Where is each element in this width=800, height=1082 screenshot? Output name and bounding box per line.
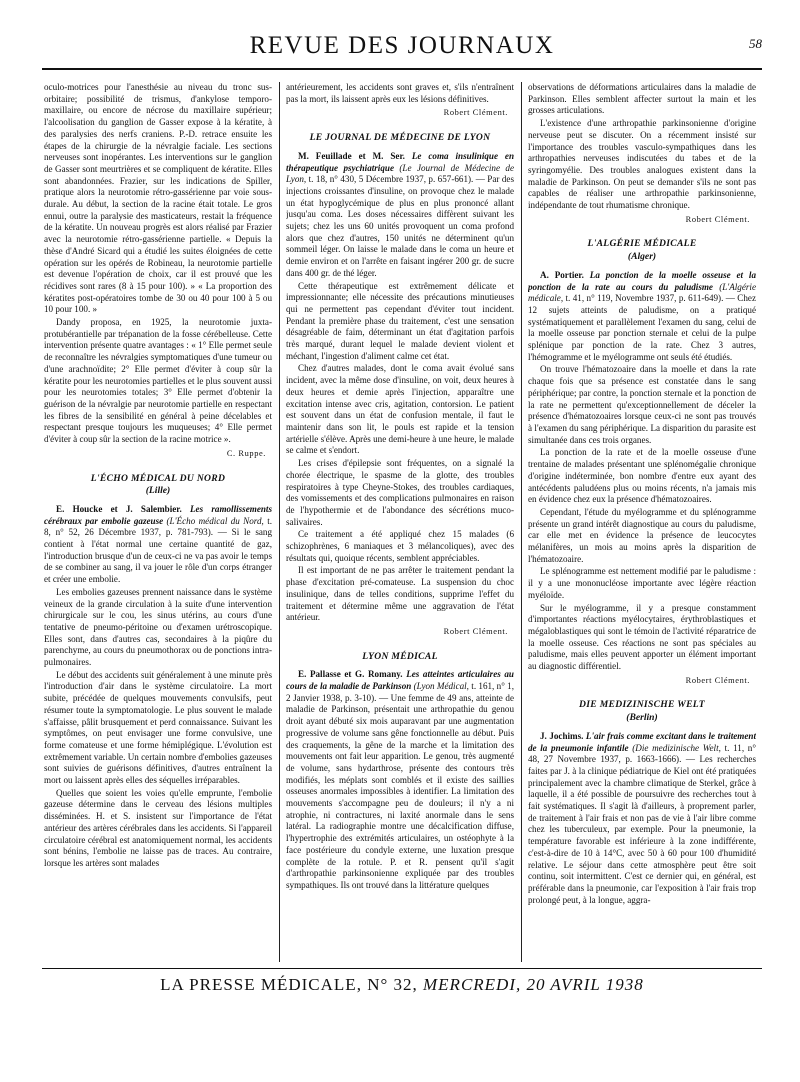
column-2 — [286, 82, 514, 962]
article-authors: E. Pallasse et G. Romany. — [298, 669, 403, 680]
paragraph: Chez d'autres malades, dont le coma avait évolué sans incident, avec la même dose d'insuline, on voit, deux heures à deux heures et demie après l'injection, apparaître une excitation intense avec cris, agitation, contorsion. Le patient est souvent dans un état de confusion mentale, il faut le maintenir dans son lit, le pouls est rapide et la tension artérielle s'élève. Après une demi-heure à une heure, le malade se calme et s'endort. — [286, 363, 514, 456]
paragraph: On trouve l'hématozoaire dans la moelle et dans la rate chaque fois que sa présence est constatée dans le sang périphérique; par contre, la ponction sternale et la ponction de la rate ne permettent qu'exceptionnellement de déceler la présence d'hématozoaires lorsque ceux-ci ne sont pas trouvés à l'examen du sang périphérique. La disparition du parasite est simultanée dans ces trois organes. — [528, 364, 756, 445]
author-signature: Robert Clément. — [685, 214, 750, 224]
section-city: (Alger) — [627, 251, 657, 263]
article-title: Le coma insulinique en thérapeutique psychiatrique — [286, 150, 514, 173]
paragraph: Sur le myélogramme, il y a presque constamment d'importantes réactions myélocytaires, érythroblastiques et mégaloblastiques qui sont le témoin de l'activité réparatrice de la moelle osseuse. Ces réactions ne sont pas spéciales au paludisme, mais elles peuvent apporter un élément important au diagnostic différentiel. — [528, 602, 756, 672]
article-reference: t. 41, n° 119, Novembre 1937, p. 611-649). — — [565, 293, 735, 304]
paragraph: Il est important de ne pas arrêter le traitement pendant la phase d'excitation pré-comateuse. La suspension du choc insulinique, dans de telles conditions, supprime l'effet du traitement et détermine même une aggravation de l'état antérieur. — [286, 565, 514, 623]
article-journal: (Lyon Médical, — [413, 681, 469, 692]
paragraph: Quelles que soient les voies qu'elle emprunte, l'embolie gazeuse détermine dans le cerveau des lésions multiples disséminées. H. et S. insistent sur l'importance de l'état antérieur des artères cérébrales dans les accidents. Si l'appareil circulatoire cérébral est anatomiquement normal, les accidents sont bénins, l'embolie ne laisse pas de traces. Au contraire, lorsque les artères sont malades — [44, 787, 272, 868]
column-rule — [279, 82, 280, 962]
article-authors: J. Jochims. — [540, 730, 584, 741]
column-rule — [521, 82, 522, 962]
author-signature: Robert Clément. — [443, 108, 508, 118]
article-journal: (Le Journal de Médecine de Lyon, — [286, 162, 514, 185]
paragraph: L'existence d'une arthropathie parkinsonienne d'origine nerveuse peut se discuter. On a récemment insisté sur l'importance des troubles vasculo-sympathiques dans les arthropathies nerveuses indiscutées du tabes et de la syringomyélie. Des troubles analogues existent dans la maladie de Parkinson. On peut se demander s'ils ne sont pas capables de réaliser une arthropathie parkinsonienne, indépendante de tout rhumatisme chronique. — [528, 118, 756, 211]
paragraph: Le début des accidents suit généralement à une minute près l'introduction d'air dans le système circulatoire. La mort subite, précédée de quelques mouvements convulsifs, peut résumer toute la symptomatologie. Le plus souvent le malade s'affaisse, pâlit brusquement et perd connaissance. Suivant les symptômes, on peut envisager une forme convulsive, une forme comateuse et une forme hémiplégique. L'évolution est extrêmement variable. Un certain nombre d'embolies gazeuses sont suivies de guérisons définitives, d'autres entraînent la mort ou laissent après elles des séquelles irréparables. — [44, 669, 272, 786]
article-title: Les atteintes articulaires au cours de la maladie de Parkinson — [286, 669, 514, 692]
article-entry — [44, 504, 272, 586]
paragraph: oculo-motrices pour l'anesthésie au niveau du tronc sus-orbitaire; possibilité de trismus, d'ankylose temporo-maxillaire, ou encore de nécrose du maxillaire supérieur; l'alcoolisation du ganglion de Gasser expose à la kératite, à des paralysies des nerfs craniens. P.-D. retrace ensuite les étapes de la chirurgie de la névralgie faciale. Les sections nerveuses sont inopérantes. Les interventions sur le ganglion de Gasser sont meurtrières et se compliquent de kératite. Elles sont abandonnées. Frazier, sur les indications de Spiller, pratique alors la neurotomie rétro-gassérienne par voie sous-durale. Au début, la section de la racine était totale. Le gros ennui, outre la paralysie des masticateurs, restait la fréquence de la kératite. Un nouveau progrès est alors réalisé par Frazier avec la neurotomie rétro-gassérienne partielle. « Depuis la thèse d'André Sicard qui a étudié les suites éloignées de cette opération sur les opérés de Robineau, la neurotomie partielle est devenue l'opération de choix, car il est prouvé que les récidives sont rares (8 à 15 pour 100). » « La proportion des kératites post-opératoires tombe de 30 ou 40 pour 100 à 5 ou 10 pour 100. » — [44, 82, 272, 315]
paragraph: antérieurement, les accidents sont graves et, s'ils n'entraînent pas la mort, ils laissent après eux les lésions définitives. — [286, 82, 514, 104]
article-text: Les recherches faites par J. à la clinique pédiatrique de Kiel ont été pratiquées principalement avec la chambre climatique de Sterkel, grâce à laquelle, il a été possible de poursuivre des recherches tout à fait systématiques. Il s'agit là d'ailleurs, à proprement parler, de traitement à l'air frais et non pas de vie à l'air libre comme chez les tuberculeux, par exemple. Pour la pneumonie, la température favorable est inférieure à la zone indifférente, c'est-à-dire de 10 à 14°C, avec 50 à 60 pour 100 d'humidité relative. Le séjour dans cette atmosphère peut être soit continu, soit intermittent. C'est ce dernier qui, en général, est préférable dans la pneumonie, car l'exposition à l'air frais trop prolongé peut, à la longue, aggra- — [528, 754, 756, 905]
article-text: Chez 12 sujets atteints de paludisme, on a pratiqué systématiquement et parallèlement l'examen du sang, celui de la moelle osseuse par ponction sternale et celui de la pulpe splénique par ponction de la rate. Chez 3 autres, l'hémogramme et le myélogramme ont seuls été étudiés. — [528, 293, 756, 362]
paragraph: Cette thérapeutique est extrêmement délicate et impressionnante; elle nécessite des précautions minutieuses qui ne permettent pas cependant d'éviter tout incident. Pendant la première phase du traitement, c'est une sensation désagréable de faim, déterminant un état d'agitation parfois très marqué, durant lequel le malade devient violent et méchant, l'ingestion d'aliment calme cet état. — [286, 280, 514, 361]
footer-issue: LA PRESSE MÉDICALE, N° 32, — [160, 975, 418, 994]
article-entry — [528, 731, 756, 907]
article-reference: t. 11, n° 48, 27 Novembre 1937, p. 1663-1666). — — [528, 742, 756, 765]
section-heading: DIE MEDIZINISCHE WELT — [579, 699, 705, 711]
article-title: La ponction de la moelle osseuse et la ponction de la rate au cours du paludisme — [528, 269, 756, 292]
author-signature: Robert Clément. — [685, 675, 750, 685]
article-authors: E. Houcke et J. Salembier. — [56, 503, 182, 514]
section-city: (Lille) — [145, 485, 171, 497]
article-authors: M. Feuillade et M. Ser. — [298, 150, 405, 161]
footer-date: MERCREDI, 20 AVRIL 1938 — [423, 975, 644, 994]
author-signature: Robert Clément. — [443, 626, 508, 636]
article-entry — [286, 151, 514, 280]
paragraph: Les crises d'épilepsie sont fréquentes, on a signalé la chorée électrique, le spasme de la glotte, des troubles respiratoires à type Cheyne-Stokes, des troubles cardiaques, des vomissements et des complications pulmonaires en raison de l'hypothermie et de l'abondance des sécrétions muco-salivaires. — [286, 458, 514, 527]
article-journal: (L'Écho médical du Nord, — [166, 515, 264, 526]
section-heading: L'ALGÉRIE MÉDICALE — [587, 238, 697, 250]
article-authors: A. Portier. — [540, 269, 584, 280]
article-title: Les ramollissements cérébraux par embolie gazeuse — [44, 503, 272, 526]
article-entry — [286, 669, 514, 891]
page-header — [42, 28, 762, 70]
author-signature: C. Ruppe. — [226, 448, 266, 458]
paragraph: observations de déformations articulaires dans la maladie de Parkinson. Elles semblent affecter surtout la main et les grosses articulations. — [528, 82, 756, 116]
section-heading: LYON MÉDICAL — [362, 650, 438, 662]
page-number: 58 — [749, 36, 762, 51]
section-heading: L'ÉCHO MÉDICAL DU NORD — [90, 472, 226, 484]
section-heading: LE JOURNAL DE MÉDECINE DE LYON — [309, 132, 491, 144]
article-text: Une femme de 49 ans, atteinte de maladie de Parkinson, présentait une arthropathie du genou droit ayant débuté six mois auparavant par une augmentation progressive de volume sans gêne fonctionnelle au début. Puis des craquements, la gêne de la marche et la limitation des mouvements ont fait leur apparition. Le genou, très augmenté de volume, sans hydarthrose, présente des contours très modifiés, les méplats sont comblés et il existe des saillies osseuses anormales impossibles à identifier. La limitation des mouvements s'accompagne peu de douleurs; il n'y a ni atrophie, ni contractures, ni laxité anormale dans le sens latéral. La radiographie montre une décalcification diffuse, l'hypertrophie des extrémités articulaires, un ostéophyte à la face postérieure du condyle externe, une luxation presque complète de la rotule. P. et R. pensent qu'il s'agit d'arthropathie parkinsonienne expliquée par des troubles sympathiques. Ils ont trouvé dans la littérature quelques — [286, 692, 514, 890]
paragraph: Ce traitement a été appliqué chez 15 malades (6 schizophrènes, 6 maniaques et 3 mélancoliques), avec des résultats qui, quoique récents, semblent appréciables. — [286, 529, 514, 563]
article-text: Si le sang contient à l'état normal une certaine quantité de gaz, l'introduction brusque d'un de ceux-ci ne va pas avoir le temps de se combiner au sang, il va jouer le rôle d'un corps étranger et créer une embolie. — [44, 527, 272, 585]
article-reference: t. 18, n° 430, 5 Décembre 1937, p. 657-661). — — [308, 174, 485, 185]
article-entry — [528, 270, 756, 364]
paragraph: Dandy proposa, en 1925, la neurotomie juxta-protubérantielle par trépanation de la fosse cérébelleuse. Cette intervention présente quatre avantages : « 1° Elle permet seule de reconnaître les névralgies symptomatiques d'une tumeur ou d'une arachnoïdite; 2° Elle permet d'éviter à coup sûr la kératite pour les neurotomies partielles et le plus souvent aussi pour les neurotomies totales; 3° Elle permet d'obtenir la guérison de la névralgie par neurotomie partielle en respectant les fibres de la sensibilité en général à peine décelables et respectant presque toujours les muqueuses; 4° Elle permet d'éviter à coup sûr la section de la racine motrice ». — [44, 317, 272, 445]
article-journal: (Die medizinische Welt, — [632, 742, 721, 753]
article-journal: (L'Algérie médicale, — [528, 281, 756, 304]
paragraph: Cependant, l'étude du myélogramme et du splénogramme présente un grand intérêt diagnostique au cours du paludisme, car elle met en évidence la présence de leucocytes mélanifères, un mois au moins après la disparition de l'hématozoaire. — [528, 506, 756, 564]
article-title: L'air frais comme excitant dans le traitement de la pneumonie infantile — [528, 730, 756, 753]
journal-title: REVUE DES JOURNAUX — [249, 32, 555, 59]
article-text: Par des injections croissantes d'insuline, on provoque chez le malade un état hypoglycémique de plus en plus prononcé allant jusqu'au coma. Les doses nécessaires diffèrent suivant les sujets; chez les uns 60 unités provoquent un coma profond alors que chez d'autres, 150 unités ne déterminent qu'un sommeil léger. On laisse le malade dans le coma un heure et demie environ et on l'arrête en faisant ingérer 200 gr. de sucre dans 400 gr. de thé léger. — [286, 174, 514, 278]
paragraph: Le splénogramme est nettement modifié par le paludisme : il y a une mononucléose importante avec légère réaction myéloïde. — [528, 566, 756, 600]
page-footer — [42, 968, 762, 995]
section-city: (Berlin) — [626, 712, 658, 724]
column-1 — [44, 82, 272, 962]
paragraph: Les embolies gazeuses prennent naissance dans le système veineux de la grande circulation à la suite d'une intervention chirurgicale sur le cou, les sinus utérins, au cours d'une tentative de pneumo-péritoine ou d'examen urétroscopique. Elles sont, dans d'autres cas, secondaires à la piqûre du parenchyme, au cours du pneumothorax ou de ponctions intra-pulmonaires. — [44, 586, 272, 668]
paragraph: La ponction de la rate et de la moelle osseuse d'une trentaine de malades présentant une splénomégalie chronique d'origine indéterminée, bon nombre d'entre eux ayant des antécédents paludéens plus ou moins récents, n'a jamais mis en évidence chez eux la présence d'hématozoaires. — [528, 447, 756, 505]
column-3 — [528, 82, 756, 962]
article-reference: t. 8, n° 52, 26 Décembre 1937, p. 781-793). — — [44, 515, 272, 538]
article-reference: t. 161, n° 1, 2 Janvier 1938, p. 3-10). — — [286, 681, 514, 703]
